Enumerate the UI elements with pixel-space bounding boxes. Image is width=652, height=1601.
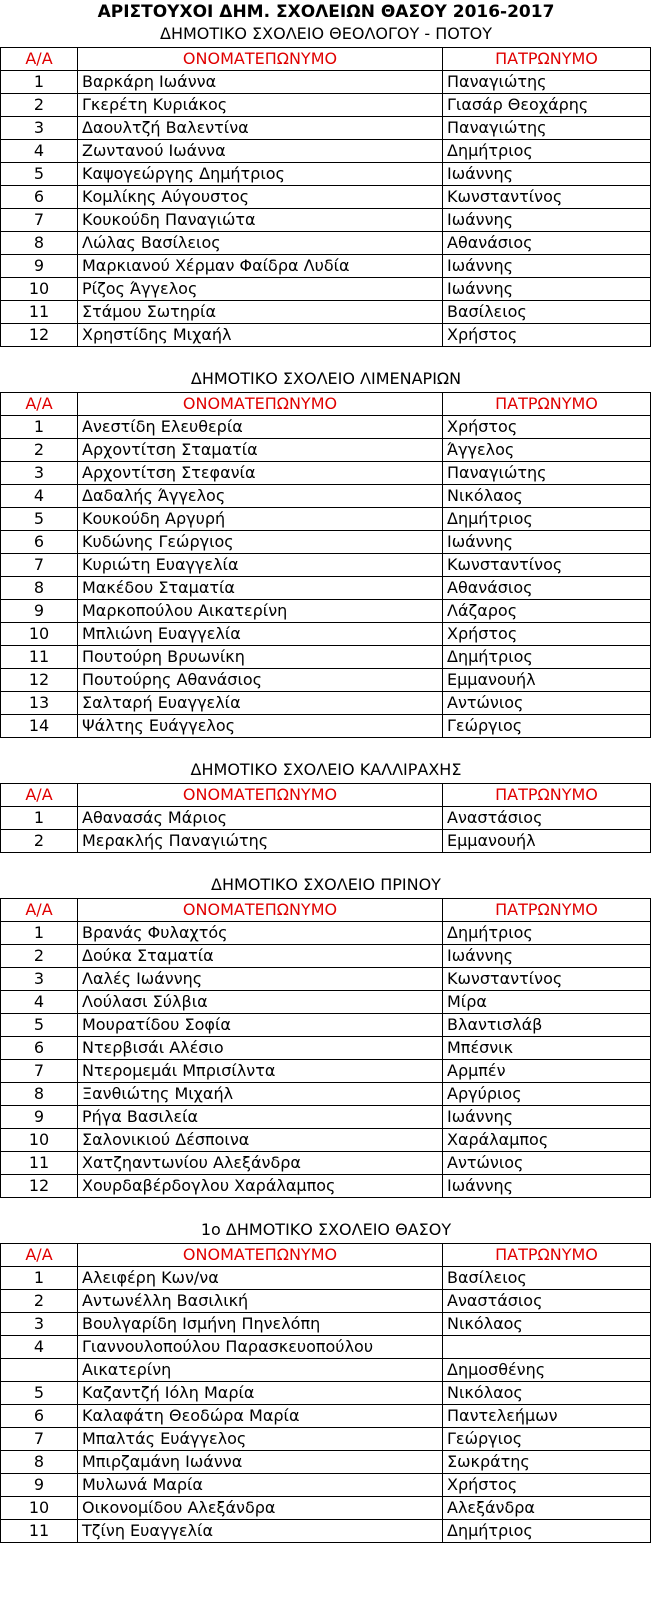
cell-number: 6 (1, 531, 78, 554)
cell-number: 6 (1, 1037, 78, 1060)
cell-father: Εμμανουήλ (443, 669, 651, 692)
cell-father: Ιωάννης (443, 278, 651, 301)
cell-father: Εμμανουήλ (443, 830, 651, 853)
cell-name: Αρχοντίτση Στεφανία (78, 462, 443, 485)
cell-name: Ανεστίδη Ελευθερία (78, 416, 443, 439)
cell-name: Γιαννουλοπούλου Παρασκευοπούλου (78, 1336, 443, 1359)
cell-name: Δούκα Σταματία (78, 945, 443, 968)
cell-name: Αλειφέρη Κων/να (78, 1267, 443, 1290)
cell-father: Αλεξάνδρα (443, 1497, 651, 1520)
table-row (1, 577, 651, 600)
cell-number: 5 (1, 1014, 78, 1037)
cell-number: 3 (1, 462, 78, 485)
table-row (1, 1359, 651, 1382)
cell-father: Βασίλειος (443, 301, 651, 324)
cell-father: Αναστάσιος (443, 807, 651, 830)
table-row (1, 1451, 651, 1474)
cell-number: 11 (1, 646, 78, 669)
cell-number: 6 (1, 1405, 78, 1428)
table-row (1, 508, 651, 531)
cell-number: 2 (1, 830, 78, 853)
table-row (1, 186, 651, 209)
cell-name: Αντωνέλλη Βασιλική (78, 1290, 443, 1313)
table-row (1, 830, 651, 853)
cell-number: 3 (1, 968, 78, 991)
cell-name: Κομλίκης Αύγουστος (78, 186, 443, 209)
cell-father: Σωκράτης (443, 1451, 651, 1474)
cell-father: Γεώργιος (443, 1428, 651, 1451)
cell-name: Καλαφάτη Θεοδώρα Μαρία (78, 1405, 443, 1428)
table-row (1, 278, 651, 301)
table-row (1, 163, 651, 186)
cell-father (443, 1336, 651, 1359)
cell-father: Παναγιώτης (443, 462, 651, 485)
table-header-row (1, 393, 651, 416)
cell-name: Μουρατίδου Σοφία (78, 1014, 443, 1037)
table-row (1, 669, 651, 692)
column-header-name: ΟΝΟΜΑΤΕΠΩΝΥΜΟ (78, 1244, 443, 1267)
table-row (1, 623, 651, 646)
table-row (1, 991, 651, 1014)
cell-name: Ζωντανού Ιωάννα (78, 140, 443, 163)
cell-father: Ιωάννης (443, 255, 651, 278)
cell-number: 8 (1, 1083, 78, 1106)
section-gap (0, 347, 652, 368)
cell-name: Γκερέτη Κυριάκος (78, 94, 443, 117)
column-header-name: ΟΝΟΜΑΤΕΠΩΝΥΜΟ (78, 393, 443, 416)
table-row (1, 1336, 651, 1359)
column-header-father: ΠΑΤΡΩΝΥΜΟ (443, 784, 651, 807)
cell-name: Οικονομίδου Αλεξάνδρα (78, 1497, 443, 1520)
cell-name: Λώλας Βασίλειος (78, 232, 443, 255)
cell-name: Κουκούδη Αργυρή (78, 508, 443, 531)
cell-name: Σαλονικιού Δέσποινα (78, 1129, 443, 1152)
cell-father: Αναστάσιος (443, 1290, 651, 1313)
cell-father: Νικόλαος (443, 485, 651, 508)
table-row (1, 1405, 651, 1428)
cell-name: Πουτούρη Βρυωνίκη (78, 646, 443, 669)
table-row (1, 1060, 651, 1083)
cell-name: Χρηστίδης Μιχαήλ (78, 324, 443, 347)
cell-name: Δαουλτζή Βαλεντίνα (78, 117, 443, 140)
cell-name: Ντερομεμάι Μπρισίλντα (78, 1060, 443, 1083)
cell-father: Αργύριος (443, 1083, 651, 1106)
cell-father: Βλαντισλάβ (443, 1014, 651, 1037)
column-header-father: ΠΑΤΡΩΝΥΜΟ (443, 393, 651, 416)
cell-number: 12 (1, 669, 78, 692)
cell-number: 8 (1, 577, 78, 600)
cell-father: Δημήτριος (443, 140, 651, 163)
schools-container (0, 23, 652, 1543)
table-row (1, 71, 651, 94)
students-table (0, 783, 651, 853)
cell-father: Χρήστος (443, 416, 651, 439)
table-header-row (1, 899, 651, 922)
cell-number: 1 (1, 807, 78, 830)
table-row (1, 255, 651, 278)
table-row (1, 416, 651, 439)
cell-name: Μακέδου Σταματία (78, 577, 443, 600)
cell-father: Δημοσθένης (443, 1359, 651, 1382)
cell-number: 11 (1, 1152, 78, 1175)
column-header-number: Α/Α (1, 784, 78, 807)
cell-name: Αρχοντίτση Σταματία (78, 439, 443, 462)
cell-father: Ιωάννης (443, 1175, 651, 1198)
cell-father: Αθανάσιος (443, 577, 651, 600)
cell-number: 4 (1, 485, 78, 508)
cell-number: 1 (1, 922, 78, 945)
cell-number: 4 (1, 140, 78, 163)
cell-number (1, 1359, 78, 1382)
cell-number: 12 (1, 324, 78, 347)
cell-number: 13 (1, 692, 78, 715)
cell-number: 3 (1, 1313, 78, 1336)
cell-father: Αντώνιος (443, 1152, 651, 1175)
cell-number: 8 (1, 232, 78, 255)
school-title: 1ο ΔΗΜΟΤΙΚΟ ΣΧΟΛΕΙΟ ΘΑΣΟΥ (200, 1220, 452, 1239)
cell-number: 10 (1, 278, 78, 301)
cell-father: Μπέσνικ (443, 1037, 651, 1060)
cell-name: Μπλιώνη Ευαγγελία (78, 623, 443, 646)
table-row (1, 1497, 651, 1520)
column-header-number: Α/Α (1, 899, 78, 922)
table-row (1, 692, 651, 715)
cell-name: Ρίζος Άγγελος (78, 278, 443, 301)
cell-name: Κουκούδη Παναγιώτα (78, 209, 443, 232)
cell-number: 11 (1, 301, 78, 324)
cell-father: Ιωάννης (443, 163, 651, 186)
cell-father: Κωνσταντίνος (443, 968, 651, 991)
document-title: ΑΡΙΣΤΟΥΧΟΙ ΔΗΜ. ΣΧΟΛΕΙΩΝ ΘΑΣΟΥ 2016-2017 (97, 2, 555, 22)
table-row (1, 1474, 651, 1497)
cell-number: 5 (1, 163, 78, 186)
table-row (1, 1083, 651, 1106)
cell-father: Γεώργιος (443, 715, 651, 738)
column-header-father: ΠΑΤΡΩΝΥΜΟ (443, 1244, 651, 1267)
cell-name: Κυδώνης Γεώργιος (78, 531, 443, 554)
table-row (1, 1428, 651, 1451)
students-table (0, 47, 651, 347)
cell-number: 1 (1, 416, 78, 439)
section-gap (0, 853, 652, 874)
cell-number: 2 (1, 1290, 78, 1313)
cell-number: 2 (1, 94, 78, 117)
table-row (1, 945, 651, 968)
cell-father: Ιωάννης (443, 945, 651, 968)
cell-number: 9 (1, 1106, 78, 1129)
table-row (1, 531, 651, 554)
column-header-number: Α/Α (1, 393, 78, 416)
cell-name: Ψάλτης Ευάγγελος (78, 715, 443, 738)
cell-number: 7 (1, 1428, 78, 1451)
table-row (1, 646, 651, 669)
cell-number: 1 (1, 1267, 78, 1290)
school-title: ΔΗΜΟΤΙΚΟ ΣΧΟΛΕΙΟ ΛΙΜΕΝΑΡΙΩΝ (190, 369, 462, 388)
cell-name: Σαλταρή Ευαγγελία (78, 692, 443, 715)
cell-name: Κυριώτη Ευαγγελία (78, 554, 443, 577)
table-header-row (1, 784, 651, 807)
table-row (1, 922, 651, 945)
column-header-name: ΟΝΟΜΑΤΕΠΩΝΥΜΟ (78, 784, 443, 807)
cell-number: 5 (1, 508, 78, 531)
cell-father: Γιασάρ Θεοχάρης (443, 94, 651, 117)
cell-name: Καψογεώργης Δημήτριος (78, 163, 443, 186)
cell-number: 6 (1, 186, 78, 209)
table-row (1, 1520, 651, 1543)
table-row (1, 462, 651, 485)
cell-father: Δημήτριος (443, 922, 651, 945)
table-row (1, 1106, 651, 1129)
table-row (1, 1175, 651, 1198)
students-table (0, 898, 651, 1198)
table-row (1, 485, 651, 508)
table-row (1, 1014, 651, 1037)
school-title: ΔΗΜΟΤΙΚΟ ΣΧΟΛΕΙΟ ΘΕΟΛΟΓΟΥ - ΠΟΤΟΥ (160, 24, 492, 43)
cell-name: Ξανθιώτης Μιχαήλ (78, 1083, 443, 1106)
cell-father: Παναγιώτης (443, 117, 651, 140)
cell-name: Βαρκάρη Ιωάννα (78, 71, 443, 94)
cell-father: Ιωάννης (443, 1106, 651, 1129)
cell-number: 9 (1, 1474, 78, 1497)
table-header-row (1, 48, 651, 71)
cell-name: Μερακλής Παναγιώτης (78, 830, 443, 853)
column-header-father: ΠΑΤΡΩΝΥΜΟ (443, 48, 651, 71)
table-row (1, 554, 651, 577)
table-row (1, 117, 651, 140)
cell-father: Βασίλειος (443, 1267, 651, 1290)
section-gap (0, 1198, 652, 1219)
cell-father: Νικόλαος (443, 1313, 651, 1336)
cell-name: Χατζηαντωνίου Αλεξάνδρα (78, 1152, 443, 1175)
cell-name: Ντερβισάι Αλέσιο (78, 1037, 443, 1060)
cell-father: Ιωάννης (443, 531, 651, 554)
cell-father: Χρήστος (443, 324, 651, 347)
table-row (1, 1129, 651, 1152)
cell-number: 7 (1, 554, 78, 577)
cell-number: 2 (1, 945, 78, 968)
table-row (1, 140, 651, 163)
cell-name: Τζίνη Ευαγγελία (78, 1520, 443, 1543)
cell-name: Μυλωνά Μαρία (78, 1474, 443, 1497)
table-row (1, 1313, 651, 1336)
cell-name: Καζαντζή Ιόλη Μαρία (78, 1382, 443, 1405)
column-header-father: ΠΑΤΡΩΝΥΜΟ (443, 899, 651, 922)
cell-father: Νικόλαος (443, 1382, 651, 1405)
cell-father: Μίρα (443, 991, 651, 1014)
school-title: ΔΗΜΟΤΙΚΟ ΣΧΟΛΕΙΟ ΚΑΛΛΙΡΑΧΗΣ (190, 760, 462, 779)
cell-number: 7 (1, 209, 78, 232)
cell-name: Αικατερίνη (78, 1359, 443, 1382)
cell-name: Λαλές Ιωάννης (78, 968, 443, 991)
cell-father: Αρμπέν (443, 1060, 651, 1083)
table-row (1, 94, 651, 117)
cell-number: 2 (1, 439, 78, 462)
document-page (0, 1, 652, 1601)
cell-father: Κωνσταντίνος (443, 554, 651, 577)
table-row (1, 232, 651, 255)
cell-name: Βρανάς Φυλαχτός (78, 922, 443, 945)
table-row (1, 968, 651, 991)
cell-number: 1 (1, 71, 78, 94)
cell-number: 14 (1, 715, 78, 738)
cell-number: 10 (1, 623, 78, 646)
cell-father: Ιωάννης (443, 209, 651, 232)
table-row (1, 600, 651, 623)
cell-name: Στάμου Σωτηρία (78, 301, 443, 324)
cell-number: 3 (1, 117, 78, 140)
table-row (1, 1037, 651, 1060)
cell-father: Χρήστος (443, 623, 651, 646)
cell-number: 12 (1, 1175, 78, 1198)
cell-number: 10 (1, 1497, 78, 1520)
table-row (1, 301, 651, 324)
table-header-row (1, 1244, 651, 1267)
cell-name: Πουτούρης Αθανάσιος (78, 669, 443, 692)
school-title: ΔΗΜΟΤΙΚΟ ΣΧΟΛΕΙΟ ΠΡΙΝΟΥ (211, 875, 441, 894)
cell-number: 9 (1, 600, 78, 623)
column-header-number: Α/Α (1, 48, 78, 71)
cell-name: Αθανασάς Μάριος (78, 807, 443, 830)
cell-father: Αθανάσιος (443, 232, 651, 255)
table-row (1, 439, 651, 462)
cell-name: Χουρδαβέρδογλου Χαράλαμπος (78, 1175, 443, 1198)
cell-father: Παντελεήμων (443, 1405, 651, 1428)
cell-father: Άγγελος (443, 439, 651, 462)
cell-father: Αντώνιος (443, 692, 651, 715)
table-row (1, 807, 651, 830)
cell-number: 5 (1, 1382, 78, 1405)
table-row (1, 715, 651, 738)
cell-number: 8 (1, 1451, 78, 1474)
cell-name: Δαδαλής Άγγελος (78, 485, 443, 508)
students-table (0, 392, 651, 738)
cell-father: Δημήτριος (443, 1520, 651, 1543)
table-row (1, 1152, 651, 1175)
cell-name: Μαρκοπούλου Αικατερίνη (78, 600, 443, 623)
cell-name: Ρήγα Βασιλεία (78, 1106, 443, 1129)
cell-number: 4 (1, 1336, 78, 1359)
cell-number: 4 (1, 991, 78, 1014)
section-gap (0, 738, 652, 759)
cell-name: Μπιρζαμάνη Ιωάννα (78, 1451, 443, 1474)
table-row (1, 1290, 651, 1313)
table-row (1, 324, 651, 347)
column-header-number: Α/Α (1, 1244, 78, 1267)
table-row (1, 1267, 651, 1290)
column-header-name: ΟΝΟΜΑΤΕΠΩΝΥΜΟ (78, 899, 443, 922)
cell-father: Δημήτριος (443, 508, 651, 531)
cell-father: Λάζαρος (443, 600, 651, 623)
cell-father: Χρήστος (443, 1474, 651, 1497)
table-row (1, 1382, 651, 1405)
cell-father: Κωνσταντίνος (443, 186, 651, 209)
cell-name: Μπαλτάς Ευάγγελος (78, 1428, 443, 1451)
cell-number: 10 (1, 1129, 78, 1152)
cell-name: Λούλασι Σύλβια (78, 991, 443, 1014)
cell-father: Χαράλαμπος (443, 1129, 651, 1152)
cell-father: Δημήτριος (443, 646, 651, 669)
cell-number: 7 (1, 1060, 78, 1083)
cell-name: Μαρκιανού Χέρμαν Φαίδρα Λυδία (78, 255, 443, 278)
cell-number: 11 (1, 1520, 78, 1543)
students-table (0, 1243, 651, 1543)
cell-name: Βουλγαρίδη Ισμήνη Πηνελόπη (78, 1313, 443, 1336)
table-row (1, 209, 651, 232)
column-header-name: ΟΝΟΜΑΤΕΠΩΝΥΜΟ (78, 48, 443, 71)
cell-father: Παναγιώτης (443, 71, 651, 94)
cell-number: 9 (1, 255, 78, 278)
